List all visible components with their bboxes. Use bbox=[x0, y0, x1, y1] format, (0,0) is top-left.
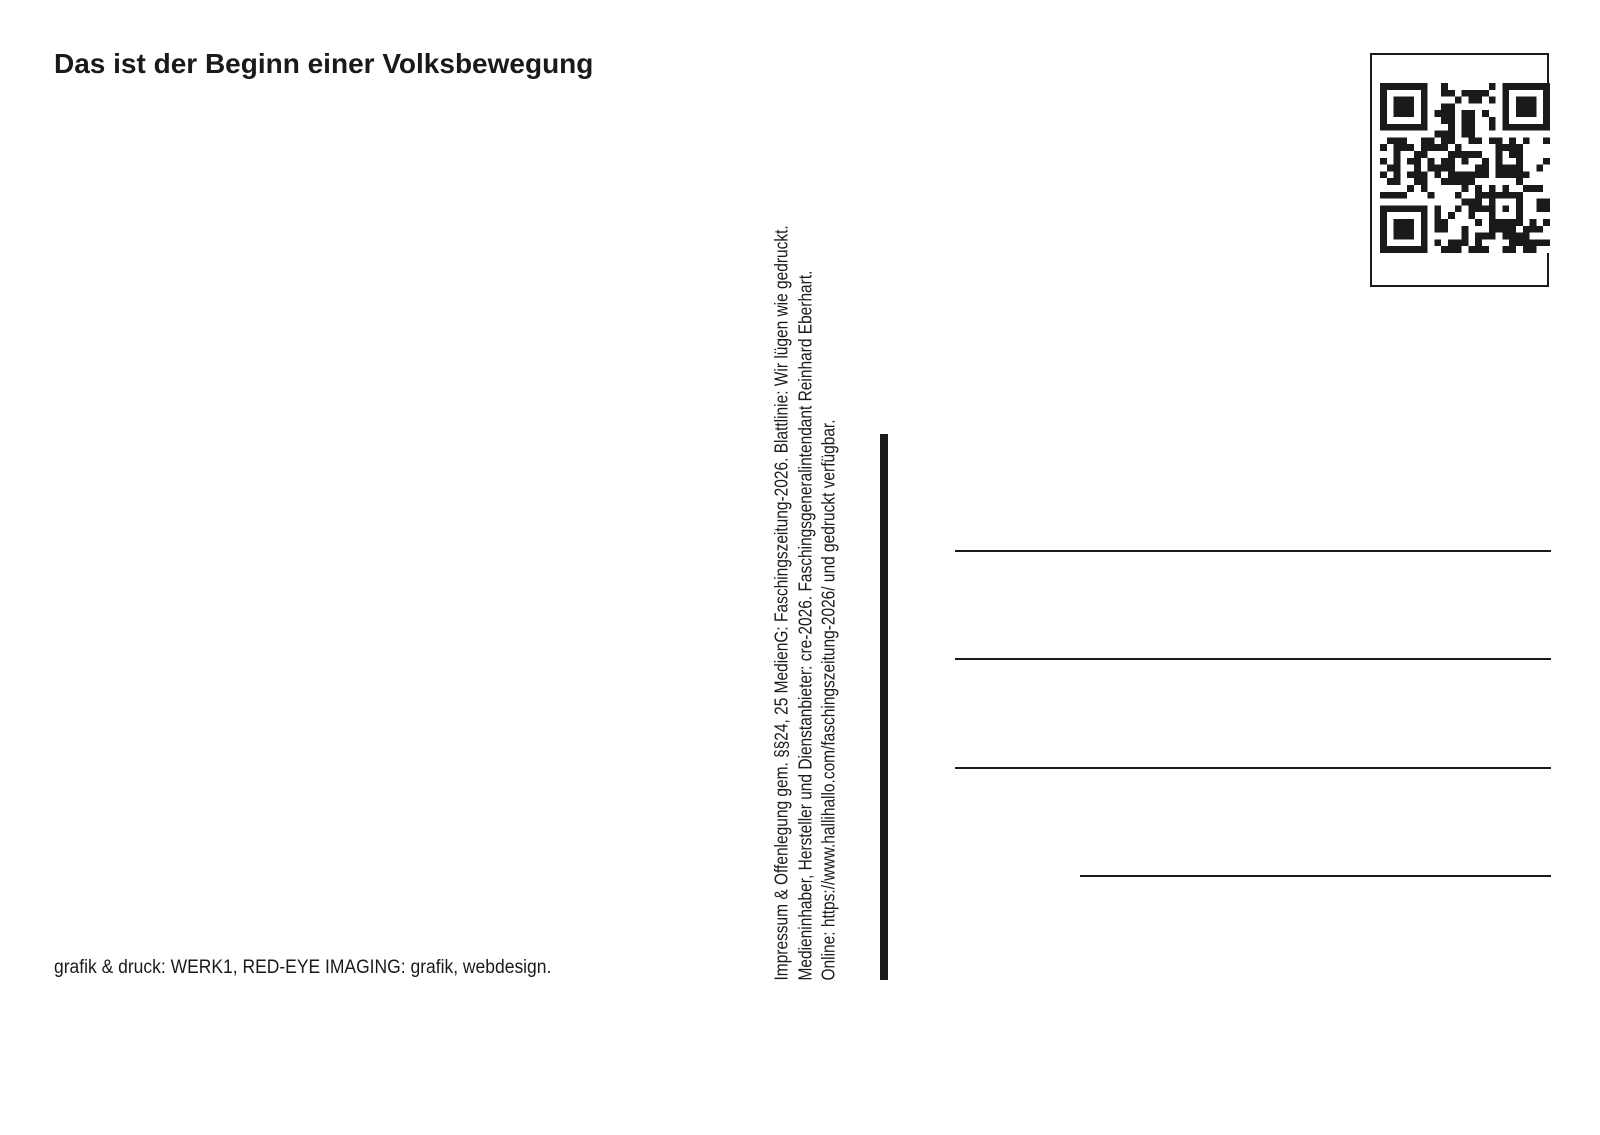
headline: Das ist der Beginn einer Volksbewegung bbox=[54, 48, 594, 79]
credits-text: grafik & druck: WERK1, RED-EYE IMAGING: grafik, webdesign. bbox=[54, 957, 552, 978]
vertical-divider bbox=[880, 434, 888, 980]
stamp-box bbox=[1370, 53, 1549, 287]
imprint-block bbox=[753, 55, 841, 980]
imprint-line-2: Medieninhaber, Hersteller und Dienstanbieter: cre-2026. Faschingsgeneralintendant Reinhard Eberhart. bbox=[795, 270, 815, 980]
address-line-2 bbox=[955, 658, 1551, 660]
address-line-3 bbox=[955, 767, 1551, 769]
address-line-1 bbox=[955, 550, 1551, 552]
imprint-line-1: Impressum & Offenlegung gem. §§24, 25 MedienG: Faschingszeitung-2026. Blattlinie: Wir lügen wie gedruckt. bbox=[771, 224, 792, 980]
imprint-line-3: Online: https://www.hallihallo.com/faschingszeitung-2026/ und gedruckt verfügbar. bbox=[818, 418, 839, 980]
address-line-4 bbox=[1080, 875, 1551, 877]
qr-code-icon bbox=[1380, 83, 1550, 253]
